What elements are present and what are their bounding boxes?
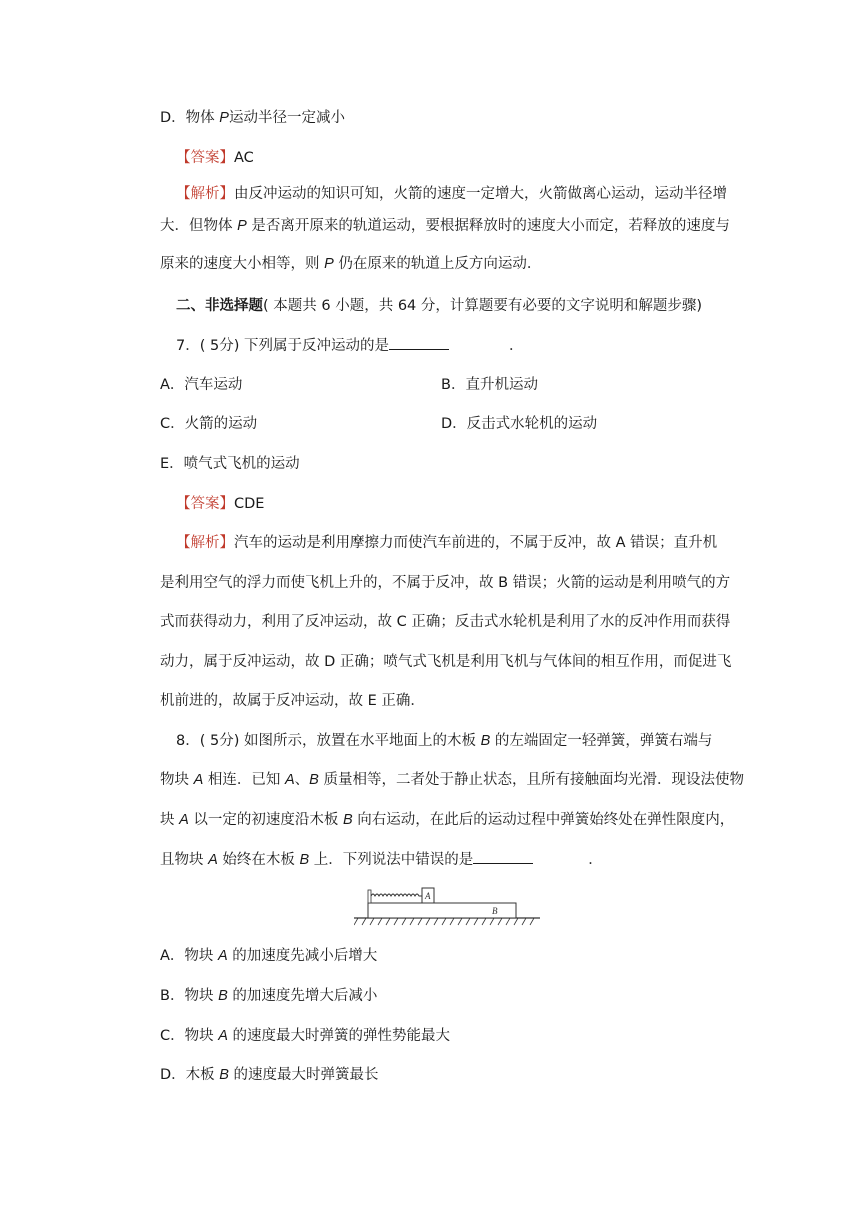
spring-block-diagram [354, 884, 540, 934]
q7-option-d: D．反击式水轮机的运动 [441, 416, 598, 432]
q7-analysis-line-2: 是利用空气的浮力而使飞机上升的，不属于反冲，故 B 错误；火箭的运动是利用喷气的方 [160, 575, 731, 591]
q7-option-e: E．喷气式飞机的运动 [160, 456, 300, 472]
q6-answer: 【答案】AC [176, 150, 254, 166]
ground-hatching [354, 918, 534, 925]
q7-analysis-line-5: 机前进的，故属于反冲运动，故 E 正确． [160, 693, 425, 709]
board-b-label: B [492, 906, 498, 916]
q8-option-d: D．木板 B 的速度最大时弹簧最长 [160, 1067, 379, 1083]
q6-analysis-line-1: 【解析】由反冲运动的知识可知，火箭的速度一定增大，火箭做离心运动，运动半径增 [176, 186, 727, 202]
q8-stem-line-4: 且物块 A 始终在木板 B 上．下列说法中错误的是 ． [160, 849, 603, 870]
answer-blank[interactable] [473, 849, 533, 864]
answer-blank[interactable] [389, 335, 449, 350]
spring [371, 894, 422, 896]
q7-analysis-line-3: 式而获得动力，利用了反冲运动，故 C 正确；反击式水轮机是利用了水的反冲作用而获得 [160, 614, 731, 630]
q7-analysis-line-4: 动力，属于反冲运动，故 D 正确；喷气式飞机是利用飞机与气体间的相互作用，而促进飞 [160, 654, 732, 670]
block-a-label: A [425, 891, 431, 901]
section-heading: 二、非选择题( 本题共 6 小题，共 64 分，计算题要有必要的文字说明和解题步骤) [176, 298, 703, 314]
q7-analysis-line-1: 【解析】汽车的运动是利用摩擦力而使汽车前进的，不属于反冲，故 A 错误；直升机 [176, 535, 718, 551]
q6-analysis-line-3: 原来的速度大小相等，则 P 仍在原来的轨道上反方向运动． [160, 256, 542, 272]
q8-stem-line-1: 8．( 5分) 如图所示，放置在水平地面上的木板 B 的左端固定一轻弹簧，弹簧右端与 [176, 733, 713, 749]
q8-option-b: B．物块 B 的加速度先增大后减小 [160, 988, 378, 1004]
q6-analysis-line-2: 大．但物体 P 是否离开原来的轨道运动，要根据释放时的速度大小而定，若释放的速度与 [160, 218, 730, 234]
q7-option-a: A．汽车运动 [160, 377, 243, 393]
q7-answer: 【答案】CDE [176, 496, 265, 512]
q7-option-c: C．火箭的运动 [160, 416, 258, 432]
q8-option-a: A．物块 A 的加速度先减小后增大 [160, 948, 378, 964]
q6-option-d: D．物体 P运动半径一定减小 [160, 110, 345, 126]
q8-option-c: C．物块 A 的速度最大时弹簧的弹性势能最大 [160, 1028, 451, 1044]
q7-stem: 7．( 5分) 下列属于反冲运动的是 ． [176, 335, 523, 356]
q8-stem-line-2: 物块 A 相连．已知 A、B 质量相等，二者处于静止状态，且所有接触面均光滑．现设法使物 [160, 772, 744, 788]
q8-stem-line-3: 块 A 以一定的初速度沿木板 B 向右运动，在此后的运动过程中弹簧始终处在弹性限度内， [160, 812, 735, 828]
board-wall [368, 890, 371, 903]
q7-option-b: B．直升机运动 [441, 377, 538, 393]
